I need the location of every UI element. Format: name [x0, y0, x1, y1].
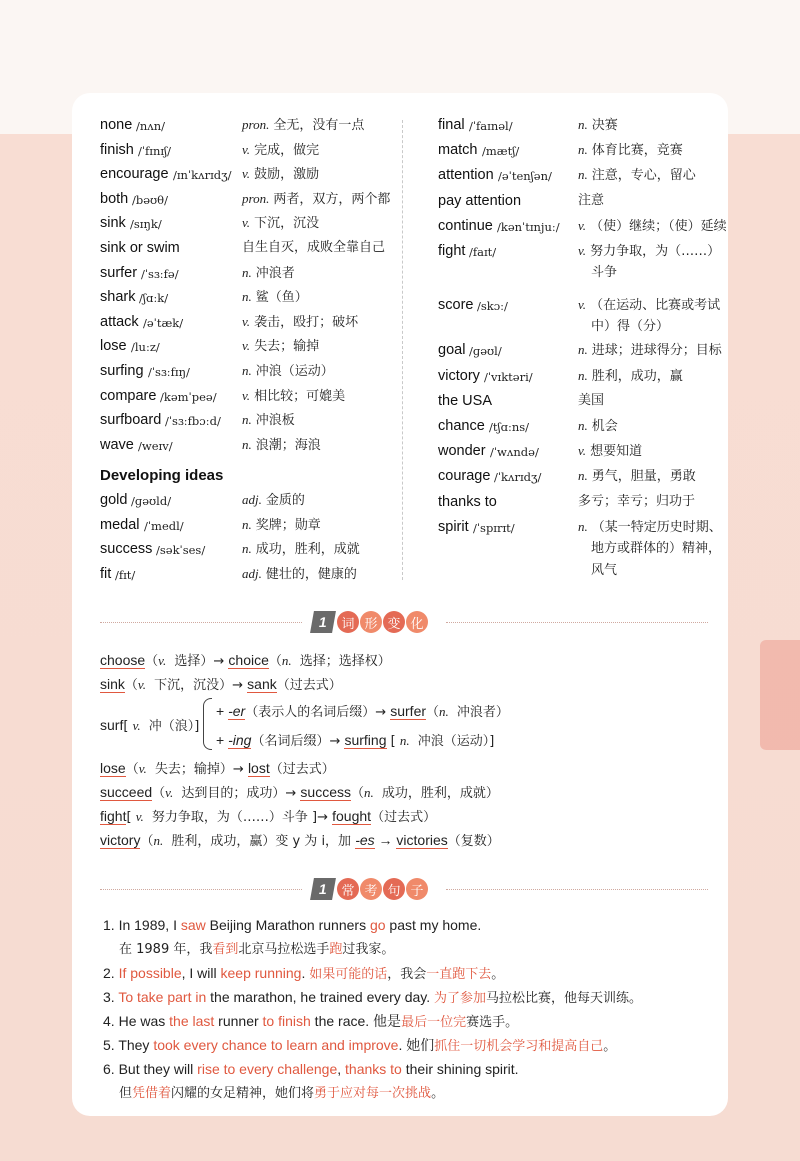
title-char: 化 [406, 611, 428, 633]
vocab-word: sink or swim [100, 240, 180, 256]
part-of-speech: n. [242, 412, 252, 428]
vocab-word: attention [438, 167, 494, 184]
vocab-phonetic: /ʃɑːk/ [139, 291, 169, 306]
vocab-phonetic: /ˈvɪktəri/ [484, 369, 533, 384]
vocab-phonetic: /əˈtenʃən/ [498, 169, 552, 184]
vocab-meaning [242, 213, 319, 234]
vocab-meaning [242, 564, 357, 585]
section-subheading: Developing ideas [100, 467, 224, 484]
meaning-text: 冲浪板 [255, 413, 295, 429]
meaning-text: 胜利，成功，赢 [591, 368, 683, 384]
word-change-subline: + -er（表示人的名词后缀）→ surfer（n. 冲浪者） [216, 703, 509, 720]
part-of-speech: n. [242, 541, 252, 557]
meaning-continued: 中）得（分） [591, 319, 670, 335]
vocab-word: surfing [100, 363, 144, 379]
meaning-text: 冲浪（运动） [255, 364, 334, 379]
vocab-word: pay attention [438, 192, 522, 209]
vocab-word: compare [100, 387, 157, 404]
vocab-phonetic: /kəmˈpeə/ [160, 389, 217, 404]
meaning-continued: 斗争 [591, 265, 618, 280]
part-of-speech: n. [578, 117, 588, 132]
title-char: 词 [337, 611, 359, 633]
vocab-meaning [242, 115, 364, 136]
vocab-meaning [242, 410, 295, 431]
part-of-speech: n. [242, 289, 252, 305]
sentence-1-cn: 在 1989 年，我看到北京马拉松选手跑过我家。 [119, 942, 395, 957]
meaning-text: （使）继续；（使）延续 [590, 218, 727, 234]
part-of-speech: n. [242, 264, 252, 280]
meaning-text: 勇气，胆量，勇敢 [591, 469, 696, 485]
vocab-phonetic: /ɪnˈkʌrɪdʒ/ [173, 168, 232, 183]
word-change-line: surf[ v. 冲（浪）] [100, 717, 200, 734]
meaning-text: 决赛 [591, 118, 618, 133]
meaning-text: 努力争取，为（……） [590, 244, 721, 259]
meaning-text: 注意，专心，留心 [591, 168, 696, 184]
title-char: 子 [406, 878, 428, 900]
vocab-phonetic: /tʃɑːns/ [489, 420, 530, 434]
part-of-speech: n. [578, 167, 588, 183]
vocab-word: the USA [438, 392, 492, 409]
vocab-meaning [578, 191, 604, 211]
meaning-text: 金质的 [265, 493, 305, 508]
word-change-line: sink（v. 下沉，沉没）→ sank（过去式） [100, 676, 342, 693]
vocab-meaning [242, 435, 321, 456]
vocab-phonetic: /weɪv/ [138, 438, 173, 453]
section-divider-left [100, 622, 302, 623]
meaning-text: 奖牌；勋章 [255, 517, 321, 533]
page-edge-tab [760, 640, 800, 750]
vocab-phonetic: /ˈsɜːfɪŋ/ [148, 365, 190, 379]
meaning-text: 全无，没有一点 [273, 118, 365, 133]
part-of-speech: v. [578, 243, 587, 258]
vocab-meaning [242, 189, 390, 210]
meaning-text: 鲨（鱼） [255, 290, 308, 306]
vocab-phonetic: /ɡəʊld/ [131, 494, 172, 508]
vocab-word: surfboard [100, 412, 162, 429]
vocab-phonetic: /ˈkʌrɪdʒ/ [494, 470, 542, 485]
vocab-phonetic: /ˈmedl/ [144, 518, 184, 533]
vocab-meaning [578, 466, 696, 487]
vocab-phonetic: /kənˈtɪnjuː/ [497, 219, 560, 234]
vocab-meaning [578, 416, 618, 437]
word-change-line: choose（v. 选择）→ choice（n. 选择；选择权） [100, 652, 391, 669]
vocab-meaning [578, 115, 618, 136]
sentence-6-cn: 但凭借着闪耀的女足精神，她们将勇于应对每一次挑战。 [119, 1086, 445, 1101]
meaning-text: 冲浪者 [255, 265, 295, 281]
vocab-phonetic: /luːz/ [131, 340, 160, 355]
title-char: 考 [360, 878, 382, 900]
sentence-4: 4. He was the last runner to finish the race. 他是最后一位完赛选手。 [103, 1013, 519, 1030]
sentence-2: 2. If possible, I will keep running. 如果可能的话，我会一直跑下去。 [103, 965, 505, 982]
part-of-speech: v. [242, 387, 251, 403]
word-change-line: lose（v. 失去；输掉）→ lost（过去式） [100, 760, 335, 777]
vocab-meaning [578, 492, 695, 512]
vocab-meaning [242, 386, 345, 407]
part-of-speech: v. [242, 338, 251, 354]
vocab-phonetic: /skɔː/ [477, 299, 508, 314]
part-of-speech: v. [578, 297, 587, 313]
meaning-text: 进球；进球得分；目标 [591, 343, 722, 359]
section-divider-right [446, 622, 708, 623]
vocab-word: thanks to [438, 493, 497, 510]
vocab-meaning [242, 490, 305, 511]
meaning-text: 下沉，沉没 [254, 216, 320, 232]
vocab-word: courage [438, 468, 491, 485]
vocab-phonetic: /ˈfɪnɪʃ/ [138, 143, 172, 158]
vocab-meaning [242, 312, 358, 333]
meaning-text: 鼓励，激励 [254, 167, 320, 183]
vocab-word: medal [100, 516, 140, 533]
vocab-word: match [438, 142, 478, 159]
vocab-meaning [242, 238, 385, 258]
meaning-text: 自生自灭，成败全靠自己 [242, 240, 386, 255]
vocab-meaning [578, 295, 720, 316]
vocab-meaning [578, 165, 696, 186]
sentence-3: 3. To take part in the marathon, he trained every day. 为了参加马拉松比赛，他每天训练。 [103, 989, 643, 1006]
vocab-meaning [578, 391, 604, 411]
part-of-speech: v. [242, 215, 251, 231]
meaning-text: （在运动、比赛或考试 [590, 298, 721, 314]
part-of-speech: v. [578, 443, 587, 459]
meaning-text: 成功，胜利，成就 [255, 542, 360, 558]
section-title-key-sentences [312, 875, 428, 903]
part-of-speech: v. [242, 166, 251, 182]
vocab-phonetic: /əˈtæk/ [143, 315, 184, 330]
title-char: 句 [383, 878, 405, 900]
part-of-speech: v. [578, 217, 587, 233]
part-of-speech: n. [242, 363, 252, 378]
vocab-phonetic: /mætʃ/ [482, 144, 520, 159]
part-of-speech: n. [578, 367, 588, 383]
vocab-word: score [438, 297, 474, 314]
vocab-word: wonder [438, 443, 486, 460]
vocab-meaning [242, 361, 334, 382]
vocab-word: attack [100, 313, 139, 330]
vocab-meaning [578, 517, 722, 538]
vocab-phonetic: /ˈsɜːfə/ [141, 266, 179, 281]
section-badge: 1 [310, 611, 336, 633]
meaning-text: 失去；输掉 [254, 339, 320, 355]
vocab-word: goal [438, 342, 466, 359]
vocab-word: lose [100, 338, 127, 355]
vocab-word: both [100, 190, 129, 207]
meaning-continued: 风气 [591, 562, 618, 578]
title-char: 变 [383, 611, 405, 633]
vocab-phonetic: /nʌn/ [136, 119, 166, 133]
vocab-meaning [242, 515, 321, 536]
vocab-meaning [578, 441, 642, 462]
vocab-word: success [100, 541, 153, 558]
part-of-speech: v. [242, 313, 251, 329]
vocab-phonetic: /faɪt/ [469, 245, 497, 259]
word-change-line: succeed（v. 达到目的；成功）→ success（n. 成功，胜利，成就） [100, 784, 499, 801]
sentence-6-en: 6. But they will rise to every challenge, thanks to their shining spirit. [103, 1061, 519, 1077]
meaning-text: （某一特定历史时期、 [591, 519, 722, 535]
vocab-phonetic: /sɪŋk/ [130, 217, 162, 232]
vocab-word: victory [438, 367, 480, 384]
part-of-speech: pron. [242, 190, 270, 206]
part-of-speech: n. [578, 468, 588, 484]
meaning-text: 美国 [578, 392, 605, 408]
section-title-word-forms [312, 608, 428, 636]
vocab-meaning [242, 263, 295, 284]
part-of-speech: n. [578, 142, 588, 158]
section-badge: 1 [310, 878, 336, 900]
word-change-subline: + -ing（名词后缀）→ surfing [ n. 冲浪（运动）] [216, 732, 495, 749]
part-of-speech: n. [578, 342, 588, 358]
vocab-meaning [578, 241, 720, 262]
meaning-text: 机会 [591, 419, 618, 434]
vocab-meaning [578, 366, 683, 387]
vocab-phonetic: /bəʊθ/ [132, 192, 168, 207]
part-of-speech: pron. [242, 117, 270, 132]
meaning-text: 想要知道 [590, 444, 643, 460]
vocab-word: spirit [438, 518, 469, 535]
vocab-phonetic: /ɡəʊl/ [469, 344, 502, 359]
meaning-text: 健壮的，健康的 [265, 566, 357, 582]
vocab-meaning [242, 140, 319, 161]
vocab-word: none [100, 117, 133, 133]
vocab-word: shark [100, 289, 136, 306]
vocab-word: wave [100, 436, 134, 453]
meaning-text: 浪潮；海浪 [255, 437, 321, 453]
word-change-line: victory（n. 胜利，成功，赢）变 y 为 i，加 -es → victories（复数） [100, 832, 500, 849]
column-divider [402, 120, 403, 580]
meaning-text: 完成，做完 [254, 142, 320, 158]
vocab-meaning [578, 340, 722, 361]
meaning-text: 袭击，殴打；破坏 [254, 314, 359, 330]
vocab-word: gold [100, 492, 128, 508]
word-change-line: fight[ v. 努力争取，为（……）斗争 ]→ fought（过去式） [100, 808, 437, 825]
vocab-phonetic: /fɪt/ [115, 567, 136, 582]
vocab-word: chance [438, 418, 485, 434]
vocab-phonetic: /ˈspɪrɪt/ [473, 520, 515, 535]
part-of-speech: adj. [242, 565, 262, 581]
part-of-speech: adj. [242, 492, 262, 507]
vocab-phonetic: /ˈfaɪnəl/ [469, 119, 513, 133]
part-of-speech: n. [578, 518, 588, 534]
meaning-text: 注意 [578, 192, 605, 208]
meaning-continued: 地方或群体的）精神， [591, 540, 722, 556]
section-divider-right [446, 889, 708, 890]
vocab-word: fit [100, 565, 112, 582]
vocab-word: sink [100, 215, 126, 232]
part-of-speech: v. [242, 141, 251, 157]
vocab-phonetic: /ˈwʌndə/ [490, 445, 539, 460]
meaning-text: 多亏；幸亏；归功于 [578, 493, 696, 509]
vocab-phonetic: /ˈsɜːfbɔːd/ [165, 414, 221, 429]
vocab-meaning [578, 140, 683, 161]
vocab-word: finish [100, 141, 134, 158]
part-of-speech: n. [578, 418, 588, 433]
vocab-meaning [242, 287, 308, 308]
meaning-text: 两者，双方，两个都 [273, 191, 391, 207]
vocab-meaning [578, 216, 727, 237]
meaning-text: 体育比赛，竞赛 [591, 143, 683, 159]
section-divider-left [100, 889, 302, 890]
part-of-speech: n. [242, 436, 252, 452]
meaning-text: 相比较；可媲美 [254, 388, 346, 404]
vocab-meaning [242, 164, 319, 185]
brace-symbol [203, 698, 212, 750]
vocab-word: surfer [100, 264, 138, 281]
part-of-speech: n. [242, 516, 252, 532]
title-char: 形 [360, 611, 382, 633]
vocab-meaning [242, 336, 319, 357]
vocab-phonetic: /səkˈses/ [156, 543, 206, 558]
sentence-5: 5. They took every chance to learn and improve. 她们抓住一切机会学习和提高自己。 [103, 1037, 617, 1054]
vocab-word: final [438, 117, 465, 133]
title-char: 常 [337, 878, 359, 900]
vocab-word: continue [438, 217, 493, 234]
vocab-meaning [242, 539, 360, 560]
vocab-word: fight [438, 243, 466, 259]
vocab-word: encourage [100, 166, 169, 183]
sentence-1-en: 1. In 1989, I saw Beijing Marathon runners go past my home. [103, 917, 482, 933]
